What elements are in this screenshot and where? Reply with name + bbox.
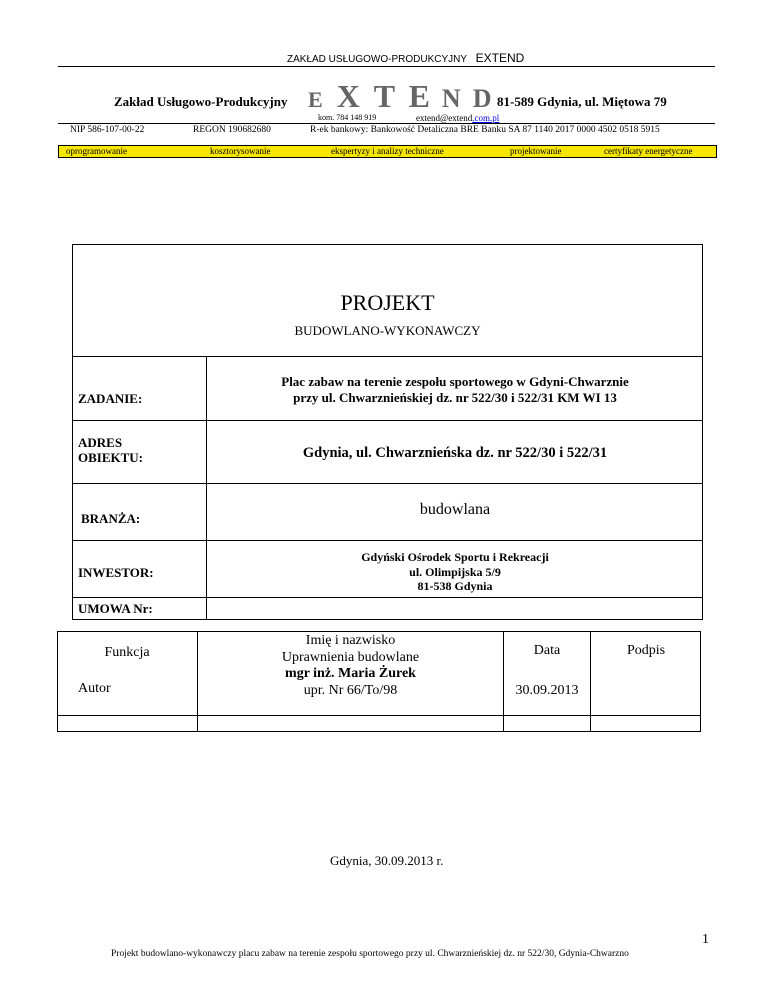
- sig-name-cell: [198, 633, 503, 699]
- label-branza: BRANŻA:: [81, 511, 141, 526]
- label-adres: [78, 435, 143, 465]
- company-name: Zakład Usługowo-Produkcyjny: [114, 94, 288, 109]
- logo-letter: T: [373, 78, 395, 114]
- extend-logo: [308, 78, 491, 115]
- logo-letter: D: [472, 84, 492, 113]
- page-number: 1: [702, 932, 709, 947]
- logo-letter: X: [336, 78, 360, 114]
- sig-person-license: upr. Nr 66/To/98: [303, 682, 398, 698]
- nip: NIP 586-107-00-22: [70, 125, 145, 135]
- sig-header-date: Data: [533, 643, 561, 658]
- logo-letter: E: [408, 78, 430, 114]
- email: [416, 113, 499, 123]
- project-title: PROJEKT: [340, 290, 435, 315]
- value-inwestor-line: ul. Olimpijska 5/9: [409, 564, 501, 579]
- label-inwestor: INWESTOR:: [78, 565, 154, 580]
- service-item: oprogramowanie: [66, 146, 127, 156]
- sig-header-function: Funkcja: [104, 645, 150, 660]
- sig-date-value: 30.09.2013: [515, 683, 579, 698]
- sig-header-name: Imię i nazwisko: [305, 633, 396, 648]
- sig-person-name: mgr inż. Maria Żurek: [285, 666, 416, 681]
- grid-line: [72, 597, 703, 598]
- sig-grid-line: [57, 731, 701, 732]
- service-item: kosztorysowanie: [210, 146, 271, 156]
- label-adres-line: ADRES: [78, 435, 123, 450]
- top-title-brand: EXTEND: [475, 51, 525, 65]
- sig-header-license: Uprawnienia budowlane: [281, 649, 420, 665]
- grid-line: [72, 540, 703, 541]
- header-rule-2: [58, 123, 715, 124]
- grid-line: [72, 420, 703, 421]
- logo-letter: E: [308, 87, 323, 112]
- company-address: 81-589 Gdynia, ul. Miętowa 79: [497, 94, 667, 109]
- value-inwestor-line: 81-538 Gdynia: [417, 579, 493, 593]
- grid-line: [72, 483, 703, 484]
- place-date: Gdynia, 30.09.2013 r.: [330, 853, 444, 868]
- value-zadanie-line: przy ul. Chwarznieńskiej dz. nr 522/30 i 522/31 KM WI 13: [293, 390, 617, 405]
- service-item: certyfikaty energetyczne: [604, 146, 693, 156]
- project-subtitle: BUDOWLANO-WYKONAWCZY: [294, 323, 481, 338]
- sig-header-signature: Podpis: [626, 643, 666, 658]
- logo-letter: N: [441, 84, 461, 113]
- value-inwestor-line: Gdyński Ośrodek Sportu i Rekreacji: [361, 550, 549, 564]
- email-user: extend@extend: [416, 113, 473, 123]
- regon: REGON 190682680: [193, 125, 271, 135]
- label-umowa: UMOWA Nr:: [78, 601, 153, 616]
- sig-grid-line: [57, 631, 701, 632]
- label-zadanie: ZADANIE:: [78, 391, 143, 406]
- top-title-company: ZAKŁAD USŁUGOWO-PRODUKCYJNY: [287, 54, 467, 65]
- top-title: [287, 51, 524, 65]
- value-zadanie-line: Plac zabaw na terenie zespołu sportowego w Gdyni-Chwarznie: [281, 374, 629, 389]
- sig-grid-line: [57, 715, 701, 716]
- value-adres: Gdynia, ul. Chwarznieńska dz. nr 522/30 i 522/31: [302, 445, 608, 461]
- label-adres-line: OBIEKTU:: [78, 450, 144, 465]
- grid-line: [72, 356, 703, 357]
- footer-text: Projekt budowlano-wykonawczy placu zabaw na terenie zespołu sportowego przy ul. Chwarznieńskiej dz. nr 522/30, Gdynia-Chwarzno: [111, 949, 629, 959]
- value-zadanie: [207, 374, 703, 406]
- service-item: projektowanie: [510, 146, 562, 156]
- sig-function-value: Autor: [78, 681, 111, 696]
- phone-number: kom. 784 148 919: [318, 113, 377, 122]
- value-branza: budowlana: [419, 501, 491, 518]
- services-bar: [58, 145, 717, 158]
- service-item: ekspertyzy i analizy techniczne: [331, 146, 444, 156]
- value-inwestor: [207, 550, 703, 594]
- bank-account: R-ek bankowy: Bankowość Detaliczna BRE Banku SA 87 1140 2017 0000 4502 0518 5915: [310, 125, 660, 135]
- email-link[interactable]: .com.pl: [472, 113, 500, 123]
- header-rule: [58, 66, 715, 67]
